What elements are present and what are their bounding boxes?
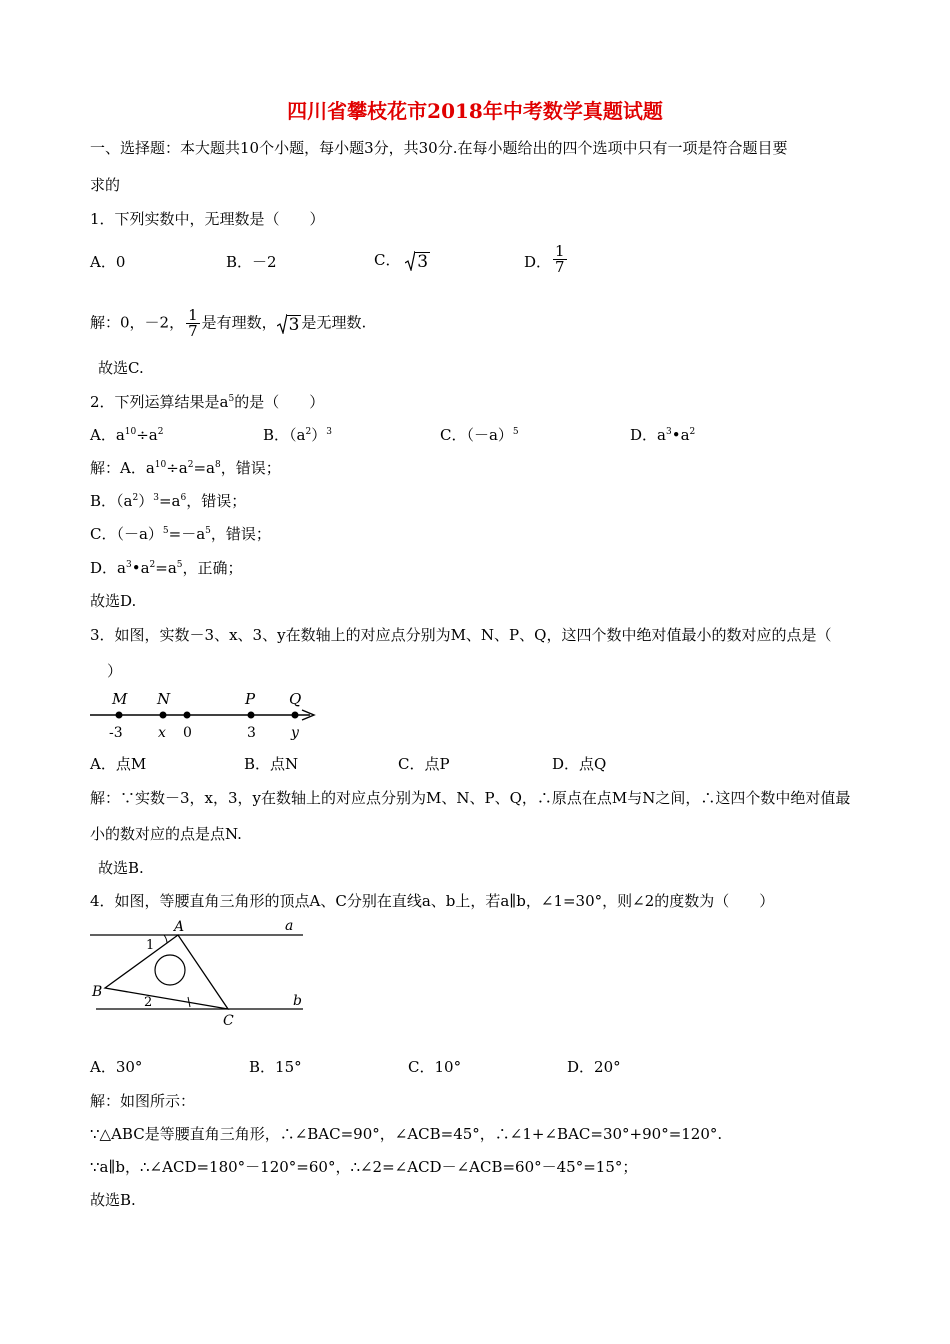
q1-option-a: A．0 — [90, 253, 126, 271]
angle-1-arc — [164, 935, 167, 943]
text: B．（a — [90, 492, 133, 510]
q2-option-b-base: B．（a — [263, 426, 306, 444]
angle-1-label: 1 — [146, 938, 155, 953]
text: ÷a — [166, 459, 188, 477]
q1-solution-suffix: 是无理数. — [301, 313, 367, 332]
exponent: 5 — [205, 526, 211, 536]
value-p: 3 — [247, 725, 256, 741]
q1-option-c-label: C． — [374, 251, 401, 269]
q3-option-a: A．点M — [90, 755, 147, 773]
q1-answer: 故选C. — [98, 359, 144, 377]
q2-option-c — [440, 425, 519, 445]
exponent: 3 — [665, 427, 672, 437]
exponent: 2 — [157, 427, 164, 437]
vertex-b-label: B — [92, 984, 103, 1000]
q1-solution — [90, 308, 366, 339]
q3-option-c: C．点P — [398, 755, 450, 773]
q2-solution-a — [90, 458, 281, 478]
inscribed-circle — [155, 955, 185, 985]
sqrt-symbol — [405, 251, 430, 271]
q4-option-b: B．15° — [249, 1058, 302, 1076]
label-n: N — [157, 690, 171, 708]
exponent: 5 — [176, 560, 183, 570]
text: ，错误； — [210, 525, 271, 543]
line-a-label: a — [285, 918, 294, 934]
q2-option-d-base: D．a — [630, 426, 666, 444]
q4-option-a: A．30° — [90, 1058, 143, 1076]
q2-option-a-op: ÷a — [136, 426, 158, 444]
q3-solution: 解：∵实数－3，x，3，y在数轴上的对应点分别为M、N、P、Q，∴原点在点M与N之间，∴这四个数中绝对值最 — [90, 789, 851, 807]
exponent: 5 — [162, 526, 169, 536]
exponent: 2 — [149, 560, 156, 570]
q1-option-d-label: D． — [524, 253, 552, 271]
q2-option-a-base: A．a — [90, 426, 125, 444]
exponent: 3 — [153, 493, 159, 503]
q3-option-b: B．点N — [244, 755, 299, 773]
label-p: P — [245, 690, 256, 708]
value-q: y — [291, 725, 299, 741]
q1-option-c — [374, 250, 430, 271]
triangle-abc — [105, 935, 228, 1009]
q1-option-d-fraction — [551, 244, 569, 275]
text: C．（－a） — [90, 525, 163, 543]
angle-2-label: 2 — [144, 995, 153, 1010]
q4-option-d: D．20° — [567, 1058, 621, 1076]
point-m — [116, 712, 123, 719]
text: =a — [193, 459, 215, 477]
q1-solution-radicand: 3 — [288, 314, 300, 335]
exponent: 2 — [689, 427, 696, 437]
exponent: 2 — [132, 493, 139, 503]
exponent: 3 — [125, 560, 132, 570]
text: D．a — [90, 559, 126, 577]
text: •a — [131, 559, 150, 577]
value-origin: 0 — [183, 725, 192, 741]
q1-option-c-radicand: 3 — [417, 252, 429, 272]
q2-answer: 故选D. — [90, 592, 137, 610]
q4-solution-line2: ∵a∥b，∴∠ACD=180°－120°=60°，∴∠2=∠ACD－∠ACB=60°－45°=15°； — [90, 1158, 638, 1176]
text: =a — [158, 492, 181, 510]
q2-option-c-base: C．（－a） — [440, 426, 513, 444]
q1-option-d — [524, 252, 551, 272]
vertex-a-label: A — [174, 919, 185, 935]
section-instructions: 一、选择题：本大题共10个小题，每小题3分，共30分.在每小题给出的四个选项中只有一项是符合题目要 — [90, 139, 788, 157]
value-n: x — [158, 725, 166, 741]
q4-option-c: C．10° — [408, 1058, 462, 1076]
label-q: Q — [289, 690, 302, 708]
text: ） — [138, 492, 154, 510]
exponent: 8 — [215, 460, 221, 470]
page-title: 四川省攀枝花市2018年中考数学真题试题 — [287, 99, 663, 123]
q3-answer: 故选B. — [98, 859, 144, 877]
point-q — [292, 712, 299, 719]
q2-solution-d — [90, 558, 243, 578]
exponent: 3 — [326, 427, 332, 437]
q3-stem-cont: ） — [107, 662, 123, 680]
q1-solution-mid: 是有理数， — [201, 313, 277, 332]
q4-solution-intro: 解：如图所示： — [90, 1092, 196, 1110]
q4-solution-line1: ∵△ABC是等腰直角三角形，∴∠BAC=90°，∠ACB=45°，∴∠1+∠BAC=30°+90°=120°. — [90, 1125, 723, 1143]
q2-solution-b — [90, 491, 246, 511]
section-instructions-cont: 求的 — [90, 176, 121, 194]
q2-option-d — [630, 425, 695, 445]
vertex-c-label: C — [223, 1013, 234, 1029]
exponent: 2 — [187, 460, 194, 470]
q3-option-d: D．点Q — [552, 755, 607, 773]
q2-solution-c — [90, 524, 271, 544]
label-m: M — [112, 690, 128, 708]
text: =a — [155, 559, 177, 577]
triangle-figure — [88, 918, 310, 1030]
q1-option-b: B．－2 — [226, 253, 277, 271]
number-line-figure — [88, 688, 323, 744]
point-origin — [184, 712, 191, 719]
q4-answer: 故选B. — [90, 1191, 136, 1209]
q4-stem: 4．如图，等腰直角三角形的顶点A、C分别在直线a、b上，若a∥b，∠1=30°，则∠2的度数为（ ） — [90, 892, 775, 910]
fraction-numerator: 1 — [188, 306, 198, 324]
exponent: 5 — [228, 394, 235, 404]
exponent: 5 — [512, 427, 519, 437]
text: =－a — [168, 525, 206, 543]
exponent: 6 — [180, 493, 187, 503]
q2-stem — [90, 392, 324, 412]
q3-solution-cont: 小的数对应的点是点N. — [90, 825, 242, 843]
q2-stem-text-end: 的是（ ） — [234, 393, 325, 411]
q1-stem: 1．下列实数中，无理数是（ ） — [90, 210, 325, 228]
text: ，正确； — [182, 559, 243, 577]
q2-option-b-paren: ） — [311, 426, 327, 444]
text: ，错误； — [186, 492, 247, 510]
q2-option-d-op: •a — [671, 426, 690, 444]
point-p — [248, 712, 255, 719]
exponent: 10 — [154, 460, 167, 470]
fraction-denominator: 7 — [555, 258, 565, 276]
exponent: 10 — [124, 427, 137, 437]
q1-solution-prefix: 解：0，－2， — [90, 313, 185, 332]
q3-stem: 3．如图，实数－3、x、3、y在数轴上的对应点分别为M、N、P、Q，这四个数中绝对值最小的数对应的点是（ — [90, 626, 832, 644]
q2-option-a — [90, 425, 163, 445]
text: ，错误； — [220, 459, 281, 477]
fraction-numerator: 1 — [555, 242, 565, 260]
sqrt-symbol — [277, 314, 302, 334]
q2-option-b — [263, 425, 332, 445]
text: 解：A．a — [90, 459, 155, 477]
fraction-denominator: 7 — [188, 322, 198, 340]
value-m: -3 — [109, 725, 123, 741]
q2-stem-text: 2．下列运算结果是a — [90, 393, 229, 411]
exponent: 2 — [305, 427, 312, 437]
line-b-label: b — [293, 993, 302, 1009]
point-n — [160, 712, 167, 719]
